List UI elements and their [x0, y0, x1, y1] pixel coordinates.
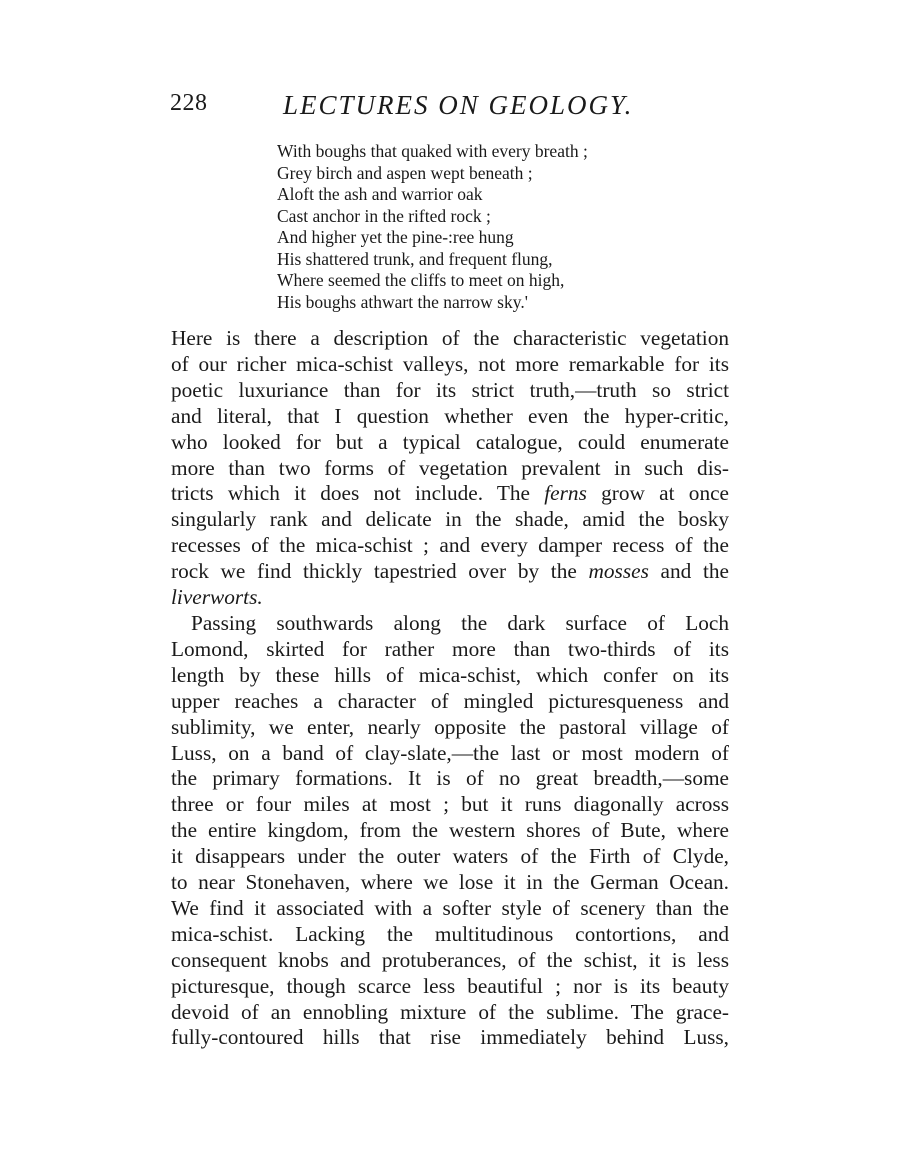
running-head: LECTURES ON GEOLOGY. [283, 90, 634, 120]
paragraph [171, 611, 729, 1051]
body-text [171, 326, 729, 1051]
verse-line: Where seemed the cliffs to meet on high, [277, 270, 565, 290]
verse-line: His boughs athwart the narrow sky.' [277, 291, 528, 312]
text-line: to near Stonehaven, where we lose it in the German Ocean. [171, 870, 729, 895]
text-line: poetic luxuriance than for its strict truth,—truth so strict [171, 377, 729, 402]
text-line: length by these hills of mica-schist, which confer on its [171, 662, 729, 687]
text-line: recesses of the mica-schist ; and every damper recess of the [171, 533, 729, 558]
text-line: We find it associated with a softer style of scenery than the [171, 895, 729, 920]
text-line: the primary formations. It is of no great breadth,—some [171, 766, 729, 791]
text-line: upper reaches a character of mingled picturesqueness and [171, 688, 729, 713]
text-line: more than two forms of vegetation prevalent in such dis- [171, 455, 729, 480]
text-line: the entire kingdom, from the western shores of Bute, where [171, 818, 729, 843]
text-line: singularly rank and delicate in the shade, amid the bosky [171, 507, 729, 532]
italic-term-ferns: ferns [544, 481, 587, 506]
verse-line: Aloft the ash and warrior oak [277, 184, 483, 204]
paragraph [171, 326, 729, 611]
text-line: it disappears under the outer waters of the Firth of Clyde, [171, 844, 729, 869]
text-line: consequent knobs and protuberances, of the schist, it is less [171, 947, 729, 972]
verse-line: Cast anchor in the rifted rock ; [277, 205, 491, 226]
text-line: Passing southwards along the dark surface of Loch [191, 610, 729, 635]
text-line: mica-schist. Lacking the multitudinous contortions, and [171, 921, 729, 946]
text-line: fully-contoured hills that rise immediately behind Luss, [171, 1025, 729, 1050]
verse-line: With boughs that quaked with every breath ; [277, 141, 588, 161]
text-line: devoid of an ennobling mixture of the sublime. The grace- [171, 999, 729, 1024]
text-line [171, 481, 729, 507]
text-line: Lomond, skirted for rather more than two-thirds of its [171, 636, 729, 661]
italic-term-liverworts: liverworts. [171, 585, 263, 610]
text-line [171, 585, 729, 611]
page-number: 228 [170, 90, 208, 116]
text-line: sublimity, we enter, nearly opposite the pastoral village of [171, 714, 729, 739]
verse-quotation [277, 141, 677, 313]
text-line: who looked for but a typical catalogue, could enumerate [171, 429, 729, 454]
verse-line: And higher yet the pine-:ree hung [277, 227, 514, 247]
text-line: Here is there a description of the characteristic vegetation [171, 326, 729, 350]
text-span: and the [648, 559, 730, 584]
verse-line: Grey birch and aspen wept beneath ; [277, 162, 533, 183]
page-header [170, 90, 730, 124]
verse-line: His shattered trunk, and frequent flung, [277, 248, 553, 269]
text-line: three or four miles at most ; but it runs diagonally across [171, 792, 729, 817]
text-line: and literal, that I question whether even the hyper-critic, [171, 403, 729, 428]
text-line: Luss, on a band of clay-slate,—the last or most modern of [171, 740, 729, 765]
italic-term-mosses: mosses [588, 559, 649, 584]
text-line: picturesque, though scarce less beautiful ; nor is its beauty [171, 973, 729, 998]
text-span: rock we find thickly tapestried over by the [171, 559, 589, 584]
text-span: tricts which it does not include. The [171, 481, 545, 506]
text-span: grow at once [586, 481, 729, 506]
text-line [171, 559, 729, 585]
text-line: of our richer mica-schist valleys, not more remarkable for its [171, 351, 729, 376]
